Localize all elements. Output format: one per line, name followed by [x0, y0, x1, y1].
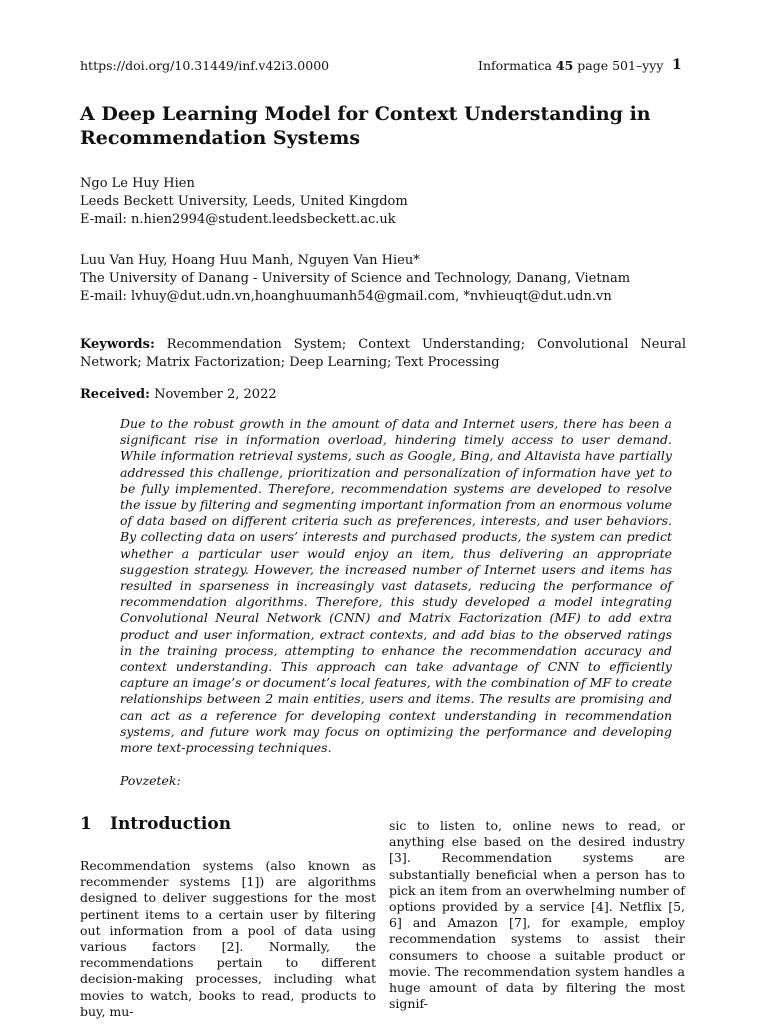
journal-info	[478, 58, 663, 73]
section-heading	[80, 814, 231, 834]
body-column-left: Recommendation systems (also known as recommender systems [1]) are algorithms designed to deliver suggestions for the most pertinent items to a certain user by filtering out information from a pool of data using various factors [2]. Normally, the recommendations pertain to different decision-making processes, including what movies to watch, books to read, products to buy, mu-	[80, 858, 376, 1019]
page-number: 1	[672, 57, 682, 73]
keywords	[80, 336, 686, 372]
journal-volume: 45	[555, 58, 574, 73]
doi-link[interactable]: https://doi.org/10.31449/inf.v42i3.0000	[80, 58, 330, 73]
section-number: 1	[80, 814, 92, 834]
author-block-1	[80, 175, 700, 229]
author-email: E-mail: n.hien2994@student.leedsbeckett.ac.uk	[80, 212, 396, 227]
section-title: Introduction	[110, 814, 232, 834]
keywords-text: Recommendation System; Context Understanding; Convolutional Neural Network; Matrix Factorization; Deep Learning; Text Processing	[80, 337, 686, 370]
author-names: Luu Van Huy, Hoang Huu Manh, Nguyen Van Hieu*	[80, 253, 420, 268]
author-block-2	[80, 252, 700, 306]
povzetek: Povzetek:	[120, 773, 181, 788]
author-affiliation: Leeds Beckett University, Leeds, United Kingdom	[80, 194, 408, 209]
author-email: E-mail: lvhuy@dut.udn.vn,hoanghuumanh54@gmail.com, *nvhieuqt@dut.udn.vn	[80, 289, 612, 304]
journal-name: Informatica	[478, 58, 552, 73]
received-label: Received:	[80, 387, 150, 402]
author-affiliation: The University of Danang - University of Science and Technology, Danang, Vietnam	[80, 271, 631, 286]
journal-pages: page 501–yyy	[577, 58, 664, 73]
paper-title: A Deep Learning Model for Context Understanding in Recommendation Systems	[80, 103, 651, 149]
keywords-label: Keywords:	[80, 337, 155, 352]
received-date	[80, 386, 277, 404]
received-value: November 2, 2022	[154, 387, 277, 402]
abstract: Due to the robust growth in the amount of data and Internet users, there has been a significant rise in information overload, hindering timely access to user demand. While information retrieval systems, such as Google, Bing, and Altavista have partially addressed this challenge, prioritization and personalization of information have yet to be fully implemented. Therefore, recommendation systems are developed to resolve the issue by filtering and segmenting important information from an enormous volume of data based on different criteria such as preferences, interests, and user behaviors. By collecting data on users’ interests and purchased products, the system can predict whether a particular user would enjoy an item, thus delivering an appropriate suggestion strategy. However, the increased number of Internet users and items has resulted in sparseness in increasingly vast datasets, reducing the performance of recommendation algorithms. Therefore, this study developed a model integrating Convolutional Neural Network (CNN) and Matrix Factorization (MF) to add extra product and user information, extract contexts, and add bias to the observed ratings in the training process, attempting to enhance the recommendation accuracy and context understanding. This approach can take advantage of CNN to efficiently capture an image’s or document’s local features, with the combination of MF to create relationships between 2 main entities, users and items. The results are promising and can act as a reference for developing context understanding in recommendation systems, and future work may focus on optimizing the performance and developing more text-processing techniques.	[120, 416, 672, 756]
body-column-right: sic to listen to, online news to read, or anything else based on the desired industry [3]. Recommendation systems are substantially beneficial when a person has to pick an item from an overwhelming number of options provided by a service [4]. Netflix [5, 6] and Amazon [7], for example, employ recommendation systems to assist their consumers to choose a suitable product or movie. The recommendation system handles a huge amount of data by filtering the most signif-	[389, 818, 685, 1012]
author-names: Ngo Le Huy Hien	[80, 176, 195, 191]
